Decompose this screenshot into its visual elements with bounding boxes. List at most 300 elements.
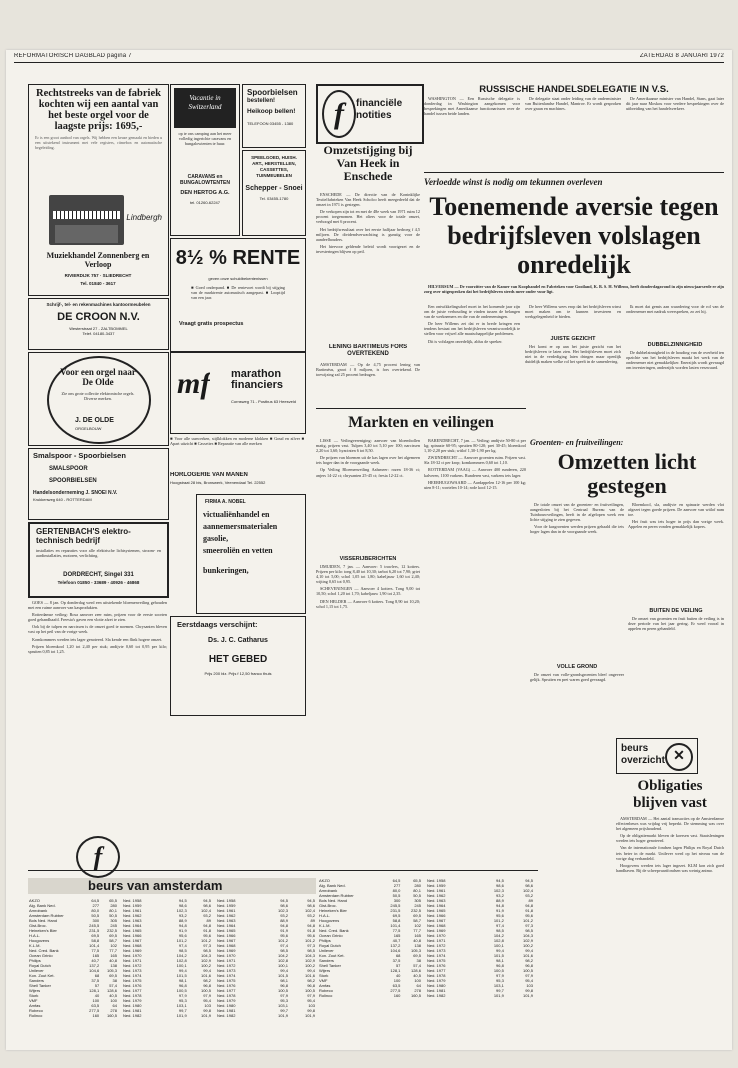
quote-name: Ned. 1969 <box>123 948 142 953</box>
quote-name: Ned. 1982 <box>427 993 446 998</box>
quote-name: Ned. 1964 <box>123 923 142 928</box>
quote-value: 98,5 <box>307 948 315 953</box>
quote-value: 103 <box>526 983 533 988</box>
quote-value: 57 <box>94 983 100 988</box>
quote-value: 104,2 <box>277 953 288 958</box>
groenten-col-2: Bloemkool, sla, andijvie en spinazie werden vlot afgezet tegen goede prijzen. De aanvoer van witlof nam toe. Het fruit was iets hoger in prijs dan vorige week. Appelen en peren vonden gemakkelijk kopers. <box>628 502 724 530</box>
main-headline: Toenemende aversie tegen bedrijfsleven volslagen onredelijk <box>429 192 719 279</box>
financiele-f-icon: f <box>322 90 356 138</box>
quote-name: Stork <box>29 993 39 998</box>
quote-name: Ocean Grinio <box>319 933 343 938</box>
ad-vacantie-body: op te ons camping aan het meer volledig ingerichte caravans en bungalowtenten te huur. <box>178 131 232 147</box>
main-col-2a: De heer Willems wees erop dat het bedrijfsleven winst moet maken om te kunnen investeren en werkgelegenheid te bieden. <box>525 304 621 320</box>
quote-value: 102,9 <box>522 938 533 943</box>
quote-value: 64,5 <box>91 898 100 903</box>
quote-name: Ned. 1966 <box>123 933 142 938</box>
beurs-f-icon: f <box>76 836 120 878</box>
quote-value: 98,6 <box>307 903 315 908</box>
markten-col-1: LISSE — Veilingvereniging: aanvoer van bloembollen matig, prijzen vast. Tulpen 3,40 tot 5,10 per 100; narcissen 2,20 tot 3,60; hyacinten 6 tot 8,50. De prijzen van bloemen uit de kas lagen over het algemeen iets hoger dan in de voorgaande week. Op Veiling Bloemenveiling Aalsmeer: rozen 18-36 ct; anjers 14-22 ct; chrysanten 25-45 ct; fresia 12-22 ct. <box>316 438 420 478</box>
ad-rente-rate: 8½ % RENTE <box>175 247 301 269</box>
quote-value: 102,3 <box>176 908 187 913</box>
quote-value: 91,8 <box>525 908 533 913</box>
quote-value: 95,3 <box>496 978 504 983</box>
ad-orgel-body: Er is een groot aanbod van orgels. Wij hebben een keuze gemaakt en bieden u een uitstekend instrument met vele registers, ritmebox en automatische begeleiding. <box>35 135 162 150</box>
quote-value: 98,2 <box>307 978 315 983</box>
ad-nobel-line-2: aannemersmaterialen <box>203 522 278 531</box>
quote-value: 100,1 <box>277 963 288 968</box>
quote-name: Ned. 1981 <box>217 1008 236 1013</box>
quote-value: 104,3 <box>200 953 211 958</box>
quote-value: 98,6 <box>203 903 211 908</box>
markten-col-1b: IJMUIDEN, 7 jan. — Aanvoer: 5 trawlers, 12 kotters. Prijzen per kilo: tong 8,40 tot 10,30; tarbot 6,20 tot 7,90; griet 4,10 tot 5,00; schol 1,05 tot 1,80; kabeljauw 1,60 tot 2,40; wijting 0,65 tot 0,95. SCHEVENINGEN — Aanvoer 4 kotters. Tong 9,00 tot 10,50; schol 1,20 tot 1,70; kabeljauw 1,90 tot 2,35. DEN HELDER — Aanvoer 6 kotters. Tong 8,90 tot 10,20; schol 1,15 tot 1,75. <box>316 564 420 609</box>
russische-headline: RUSSISCHE HANDELSDELEGATIE IN V.S. <box>479 84 669 95</box>
quote-value: 88,9 <box>496 898 504 903</box>
quote-value: 128,6 <box>106 988 117 993</box>
beurs-table-5 <box>426 878 534 1038</box>
ad-olde-brand: J. DE OLDE <box>75 417 114 424</box>
quote-name: Ned. 1973 <box>123 968 142 973</box>
quote-name: Ned. 1982 <box>123 1013 142 1018</box>
ad-smalspoor-title: Smalspoor - Spoorbielsen <box>33 451 126 460</box>
quote-value: 77,5 <box>392 928 401 933</box>
newspaper-page <box>6 50 732 1050</box>
ad-olde-headline: Voor een orgel naar De Olde <box>60 367 136 387</box>
quote-name: Stork <box>319 973 329 978</box>
quote-value: 102,4 <box>200 908 211 913</box>
quote-value: 98,1 <box>496 958 504 963</box>
quote-name: K.L.M. <box>29 943 41 948</box>
ad-horlogerie-address: Hoogstraat 28 bis, Bronswerk, Veenendaal Tel. 22552 <box>170 480 266 485</box>
quote-value: 94,8 <box>525 903 533 908</box>
quote-value: 128,1 <box>89 988 100 993</box>
ad-olde-sub: ORGELBOUW <box>75 426 102 431</box>
quote-value: 95,4 <box>203 998 211 1003</box>
quote-value: 278 <box>110 1008 117 1013</box>
quote-value: 137,2 <box>390 943 401 948</box>
quote-value: 232,5 <box>410 908 421 913</box>
quote-name: Ned. 1980 <box>427 983 446 988</box>
quote-name: Ned. 1978 <box>217 993 236 998</box>
quote-value: 96,8 <box>203 983 211 988</box>
quote-name: Ned. 1975 <box>217 978 236 983</box>
quote-value: 40 <box>94 993 100 998</box>
ad-vacantie-title: Vacantie in Switzerland <box>174 88 236 128</box>
quote-value: 100,5 <box>522 968 533 973</box>
page-header-right: ZATERDAG 8 JANUARI 1972 <box>639 53 724 59</box>
ad-orgel <box>28 84 169 296</box>
financiele-headline: Omzetstijging bij Van Heek in Enschede <box>323 144 413 183</box>
quote-value: 97,3 <box>307 943 315 948</box>
ad-nobel-firm: FIRMA A. NOBEL <box>205 499 246 505</box>
quote-name: Ned. 1962 <box>427 893 446 898</box>
ad-horlogerie-name: HORLOGERIE VAN MANEN <box>170 472 248 478</box>
quote-value: 101,9 <box>200 1013 211 1018</box>
ad-smalspoor <box>28 448 169 520</box>
quote-name: Ned. 1975 <box>427 958 446 963</box>
beurs-title: beurs van amsterdam <box>88 878 223 893</box>
quote-value: 99,7 <box>280 1008 288 1013</box>
quote-name: Ned. 1959 <box>427 883 446 888</box>
quote-name: Ned. 1969 <box>427 928 446 933</box>
quote-value: 63,5 <box>392 983 401 988</box>
quote-value: 280 <box>414 883 421 888</box>
header-rule <box>14 62 724 63</box>
ad-croon-phone: Telef. 04180-3437 <box>82 331 115 336</box>
quote-value: 40,7 <box>392 938 401 943</box>
quote-value: 64 <box>416 983 421 988</box>
quote-value: 102,3 <box>493 888 504 893</box>
beurs-table-2 <box>122 898 212 1038</box>
ad-orgel-address: RIVIERDIJK 757 · SLIEDRECHT <box>64 273 132 278</box>
beurs-title-band <box>28 878 316 894</box>
quote-name: Sanders <box>29 978 44 983</box>
quote-value: 277,5 <box>390 988 401 993</box>
quote-name: K.L.M. <box>319 923 331 928</box>
ad-smalspoor-item-1: SMALSPOOR <box>49 466 88 472</box>
ad-gertenbach-name: GERTENBACH'S elektro-technisch bedrijf <box>36 527 131 545</box>
quote-value: 98,5 <box>496 928 504 933</box>
quote-row <box>318 993 422 998</box>
quote-value: 98,5 <box>203 948 211 953</box>
quote-value: 58,8 <box>392 918 401 923</box>
quote-name: Amsterdam Rubber <box>319 893 354 898</box>
quote-value: 100,5 <box>277 988 288 993</box>
quote-name: Rolinco <box>319 993 333 998</box>
quote-name: Kon. Zout Ket. <box>29 973 55 978</box>
quote-name: Ned. 1958 <box>123 898 142 903</box>
quote-value: 95,6 <box>203 933 211 938</box>
ad-spoorbielsen-phone: TELEFOON 03455 - 1380 <box>247 121 294 126</box>
quote-name: Ned. 1971 <box>123 958 142 963</box>
quote-name: Ned. 1973 <box>427 948 446 953</box>
quote-value: 300 <box>393 898 401 903</box>
quote-value: 40,8 <box>413 938 421 943</box>
quote-value: 101,2 <box>176 938 187 943</box>
quote-value: 40 <box>395 973 401 978</box>
quote-name: Ned. 1974 <box>427 953 446 958</box>
beurs-table-5-grid <box>426 878 534 998</box>
ad-rente-body: ■ Goed onderpand. ■ De rentevoet wordt bij stijging van de marktrente automatisch aangepast. ■ Looptijd van een jaar. <box>191 285 285 301</box>
quote-row <box>122 1013 212 1018</box>
quote-value: 100 <box>414 978 421 983</box>
quote-value: 245,5 <box>89 923 100 928</box>
financiele-sub-article: AMSTERDAM — Op de 4,75 procent lening van Bartiméus, groot f 8 miljoen, is fors overtekend. De toewijzing zal 25 procent bedragen. <box>316 362 420 378</box>
quote-name: Unilever <box>29 968 44 973</box>
russische-rule <box>424 172 724 173</box>
ad-gertenbach-body: installaties en reparaties voor alle elektrische lichtsystemen, stroom- en aardinstallaties, motoren, verlichting. <box>36 548 161 559</box>
quote-value: 160,5 <box>410 993 421 998</box>
quote-value: 68 <box>395 953 401 958</box>
quote-name: Ned. 1967 <box>123 938 142 943</box>
quote-value: 101,6 <box>304 973 315 978</box>
quote-name: Ned. 1969 <box>217 948 236 953</box>
markten-headline: Markten en veilingen <box>348 414 494 431</box>
ad-speelgoed-phone: Tel. 03455-1780 <box>259 196 289 201</box>
beurs-overzicht-logo-text: beurs overzicht <box>621 743 665 766</box>
quote-name: Ned. 1978 <box>427 973 446 978</box>
quote-name: Philips <box>29 958 41 963</box>
quote-name: Ned. 1974 <box>123 973 142 978</box>
quote-value: 103,1 <box>277 1003 288 1008</box>
quote-value: 101,2 <box>200 938 211 943</box>
quote-value: 99,8 <box>203 1008 211 1013</box>
quote-name: Ned. 1979 <box>427 978 446 983</box>
quote-value: 101,5 <box>493 953 504 958</box>
quote-value: 103,1 <box>493 983 504 988</box>
quote-name: Ned. 1979 <box>217 998 236 1003</box>
quote-value: 57,4 <box>413 963 421 968</box>
quote-value: 305 <box>110 918 117 923</box>
beurs-table-3-grid <box>216 898 316 1018</box>
quote-value: 165 <box>110 953 117 958</box>
quote-value: 100,2 <box>304 963 315 968</box>
quote-name: Kon. Zout Ket. <box>319 953 345 958</box>
quote-value: 98,5 <box>280 948 288 953</box>
quote-value: 165 <box>414 933 421 938</box>
quote-row <box>426 993 534 998</box>
quote-value: 95,6 <box>525 913 533 918</box>
quote-value: 102,4 <box>304 908 315 913</box>
quote-value: 103 <box>308 1003 315 1008</box>
quote-name: Royal Dutch <box>319 943 341 948</box>
quote-value: 94,5 <box>496 878 504 883</box>
quote-name: Ned. 1963 <box>427 898 446 903</box>
quote-name: VMF <box>29 998 38 1003</box>
quote-value: 100,5 <box>493 968 504 973</box>
quote-value: 77,7 <box>413 928 421 933</box>
quote-value: 65,5 <box>413 878 421 883</box>
quote-name: Ned. 1974 <box>217 973 236 978</box>
quote-value: 94,5 <box>307 898 315 903</box>
quote-name: Ned. 1958 <box>427 878 446 883</box>
quote-value: 100,2 <box>200 963 211 968</box>
ad-smalspoor-item-2: SPOORBIELSEN <box>49 478 97 484</box>
ad-orgel-shop: Muziekhandel Zonnenberg en Verloop <box>46 251 150 269</box>
ad-speelgoed-lines: SPEELGOED, HUISH. ART., HERSTELLEN, CASSETTES, TUINMEUBELEN <box>251 155 297 178</box>
quote-value: 94,8 <box>280 923 288 928</box>
quote-value: 97,9 <box>203 993 211 998</box>
quote-value: 101,6 <box>522 953 533 958</box>
beurs-overzicht-headline: Obligaties blijven vast <box>633 778 707 811</box>
quote-value: 95,6 <box>280 933 288 938</box>
quote-value: 101,9 <box>277 1013 288 1018</box>
quote-value: 99,4 <box>203 968 211 973</box>
quote-value: 99,8 <box>307 1008 315 1013</box>
groenten-col-2b: De omzet van groenten en fruit buiten de veiling is in deze periode van het jaar gering. Er werd vooral in appelen en peren gehandeld. <box>628 616 724 632</box>
quote-value: 95,6 <box>496 913 504 918</box>
quote-value: 100 <box>393 978 401 983</box>
quote-name: Ned. 1975 <box>123 978 142 983</box>
quote-value: 104,3 <box>522 933 533 938</box>
quote-value: 98,2 <box>525 958 533 963</box>
ad-speelgoed-shop: Schepper - Snoei <box>245 185 303 192</box>
quote-name: Ned. 1972 <box>217 963 236 968</box>
quote-name: Alg. Bank Ned. <box>29 903 56 908</box>
main-intro: HILVERSUM — De voorzitter van de Kamer van Koophandel en Fabrieken voor Gooiland, K. B. S. H. Willems, heeft donderdagavond in zijn nieuwjaarsrede er zijn zorg over uitgesproken dat het bedrijfsleven steeds meer onder vuur ligt. <box>424 284 724 295</box>
quote-value: 69,5 <box>392 913 401 918</box>
quote-name: Ocean Grinio <box>29 953 53 958</box>
ad-eerstdaags-author: Ds. J. C. Catharus <box>208 637 268 644</box>
quote-name: Ned. 1962 <box>217 913 236 918</box>
quote-value: 277 <box>393 883 401 888</box>
quote-value: 89 <box>206 918 211 923</box>
quote-value: 69,5 <box>109 973 117 978</box>
quote-name: Ned. 1965 <box>123 928 142 933</box>
quote-value: 40,8 <box>109 958 117 963</box>
ad-rente-sub: geven onze schuldbekentenissen <box>208 276 268 281</box>
quote-value: 94,5 <box>178 898 187 903</box>
quote-name: Ned. 1980 <box>123 1003 142 1008</box>
quote-value: 100,1 <box>176 963 187 968</box>
quote-value: 97,4 <box>280 943 288 948</box>
quote-name: Ned. Cred. Bank <box>29 948 59 953</box>
ad-marathon-name: marathon financiers <box>231 369 283 391</box>
ad-croon-address: Westerstraat 27 - ZALTBOMMEL <box>69 326 128 331</box>
quote-name: Philips <box>319 938 331 943</box>
quote-name: Shell Tanker <box>29 983 51 988</box>
ad-croon-name: DE CROON N.V. <box>57 311 140 323</box>
quote-name: Amfas <box>319 983 331 988</box>
ad-vacantie-dealer: DEN HERTOG A.G. <box>180 190 230 196</box>
quote-value: 97,9 <box>178 993 187 998</box>
groenten-col-1: De totale omzet van de groenten- en fruitveilingen, aangesloten bij het Centraal Bureau van de Tuinbouwveilingen, heeft in de afgelopen week een lichte stijging te zien gegeven. Voor de kasgroenten werden prijzen gehaald die iets hoger lagen dan in de voorgaande week. <box>530 502 624 535</box>
ad-smalspoor-footer: Handelsonderneming J. SNOEI N.V. <box>33 490 118 496</box>
quote-value: 38 <box>416 958 421 963</box>
quote-name: Ned. 1981 <box>427 988 446 993</box>
quote-value: 280 <box>110 903 117 908</box>
ad-marathon-address: Cornsweg 71 - Postbus 63 Heesveld <box>231 399 296 404</box>
quote-value: 94,5 <box>203 898 211 903</box>
quote-value: 77,5 <box>91 948 100 953</box>
ad-eerstdaags <box>170 616 306 716</box>
quote-name: Gist-Broc. <box>319 903 337 908</box>
quote-name: H.A.L. <box>29 933 41 938</box>
quote-value: 91,9 <box>178 928 187 933</box>
quote-value: 165 <box>393 933 401 938</box>
quote-value: 128,1 <box>390 968 401 973</box>
quote-value: 88,9 <box>280 918 288 923</box>
quote-name: Ned. 1967 <box>217 938 236 943</box>
quote-value: 138 <box>414 943 421 948</box>
quote-name: Ned. 1971 <box>217 958 236 963</box>
quote-value: 102,8 <box>277 958 288 963</box>
quote-value: 95,4 <box>307 998 315 1003</box>
ad-vacantie-item: CARAVANS en BUNGALOWTENTEN <box>180 174 230 186</box>
quote-name: Ned. 1970 <box>217 953 236 958</box>
quote-value: 69,5 <box>413 913 421 918</box>
ad-horlogerie-list: ■ Voor alle uurwerken, stijlklokken en moderne klokken ■ Goud en zilver ■ Apart uitzicht ■ Cassettes ■ Reparatie van alle merken <box>170 436 304 447</box>
quote-value: 65,5 <box>109 898 117 903</box>
quote-name: Ned. 1970 <box>427 933 446 938</box>
quote-name: Alg. Bank Ned. <box>319 883 346 888</box>
quote-value: 97,3 <box>525 923 533 928</box>
ad-orgel-headline: Rechtstreeks van de fabriek kochten wij een aantal van het beste orgel voor de laagste prijs: 1695,- <box>36 88 161 132</box>
groenten-headline: Omzetten licht gestegen <box>557 450 697 498</box>
quote-value: 93,2 <box>307 913 315 918</box>
ad-olde <box>28 352 169 446</box>
quote-value: 105,3 <box>106 968 117 973</box>
ad-gertenbach-phone: Telefoon 01850 - 33689 - 40926 - 46868 <box>57 580 140 585</box>
quote-name: Ned. 1967 <box>427 918 446 923</box>
quote-value: 305 <box>414 898 421 903</box>
ad-smalspoor-address: Krukkenweg 640 - ROTTERDAM <box>33 497 92 502</box>
quote-value: 95,4 <box>525 978 533 983</box>
quote-name: Ned. 1966 <box>217 933 236 938</box>
quote-value: 245,5 <box>390 903 401 908</box>
quote-value: 101,2 <box>304 938 315 943</box>
quote-value: 300 <box>92 918 100 923</box>
quote-name: Ned. 1966 <box>427 913 446 918</box>
quote-name: Ned. 1982 <box>217 1013 236 1018</box>
quote-name: Ned. 1973 <box>217 968 236 973</box>
quote-value: 102,8 <box>493 938 504 943</box>
beurs-overzicht-article: AMSTERDAM — Het aantal transacties op de Amsterdamse effectenbeurs was vrijdag vrij beperkt. De stemming was over het algemeen prijshoudend. Op de obligatiemarkt bleven de koersen vast. Staatsleningen werden iets hoger genoteerd. Van de internationale fondsen lagen Philips en Royal Dutch iets beter in de markt. Unilever werd op het niveau van de vorige dag verhandeld. Hoogovens werden iets lager ingezet. KLM kon zich goed handhaven. Bij de scheepvaartfondsen was weinig animo. <box>616 816 724 873</box>
quote-value: 95,6 <box>178 933 187 938</box>
ad-eerstdaags-price: Prijs 200 blz. Prijs f 12,50 franco thuis <box>204 671 272 676</box>
quote-value: 97,9 <box>525 973 533 978</box>
quote-name: Ned. 1961 <box>123 908 142 913</box>
quote-value: 77,7 <box>109 948 117 953</box>
quote-value: 57,4 <box>109 983 117 988</box>
quote-name: Ned. 1980 <box>217 1003 236 1008</box>
ad-spoorbielsen-sub: bestellen! <box>247 98 276 104</box>
quote-value: 138 <box>110 963 117 968</box>
quote-value: 94,8 <box>307 923 315 928</box>
quote-value: 89 <box>528 898 533 903</box>
quote-name: AKZO <box>319 878 330 883</box>
quote-value: 99,7 <box>496 988 504 993</box>
ad-vacantie <box>170 84 240 236</box>
main-kicker: Verloedde winst is nodig om tekunnen overleven <box>424 177 603 187</box>
beurs-table-4-grid <box>318 878 422 998</box>
quote-value: 100,5 <box>176 988 187 993</box>
main-col-2b: Het komt er op aan het juiste gezicht van het bedrijfsleven te laten zien. Het bedrijfsleven moet zich niet in de verdediging laten dringen maar openlijk duidelijk maken welke rol het speelt in de samenleving. <box>525 344 621 365</box>
quote-value: 98,1 <box>280 978 288 983</box>
quote-value: 99,4 <box>525 948 533 953</box>
quote-value: 98,6 <box>496 883 504 888</box>
quote-value: 98,1 <box>178 978 187 983</box>
quote-row <box>28 1013 118 1018</box>
quote-name: Ned. 1977 <box>123 988 142 993</box>
beurs-table-4 <box>318 878 422 1038</box>
quote-value: 98,6 <box>525 883 533 888</box>
quote-name: Robeco <box>319 988 333 993</box>
quote-value: 160,5 <box>106 1013 117 1018</box>
quote-name: Ned. 1963 <box>217 918 236 923</box>
ad-nobel-line-4: smeeroliën en vetten <box>203 546 273 555</box>
ad-croon <box>28 298 169 350</box>
financiele-article: ENSCHEDE — De directie van de Koninklijke Textielfabrieken Van Heek Scholco heeft meegedeeld dat de omzet in 1971 is gestegen. De verkopen zijn tot en met de 48e week van 1971 ruim 12 procent toegenomen. Het oliers voor de totale omzet, verhoogd met 6 procent. Het bedrijfsresultaat over het eerste halfjaar bedroeg f 4,5 miljoen. De dividendverwachting is gunstig voor de aandeelhouders. Het hiervoor geldende beleid wordt voortgezet en de investeringen blijven op peil. <box>316 192 420 254</box>
ad-nobel-line-5: bunkeringen, <box>203 566 249 575</box>
quote-value: 101,9 <box>304 1013 315 1018</box>
quote-value: 63,5 <box>91 1003 100 1008</box>
quote-value: 93,2 <box>280 913 288 918</box>
quote-value: 96,8 <box>496 963 504 968</box>
quote-value: 69,5 <box>413 953 421 958</box>
quote-name: Ned. 1959 <box>217 903 236 908</box>
quote-value: 102,3 <box>277 908 288 913</box>
quote-value: 278 <box>414 988 421 993</box>
quote-value: 96,8 <box>280 983 288 988</box>
quote-value: 160 <box>393 993 401 998</box>
quote-name: Ned. 1965 <box>217 928 236 933</box>
quote-value: 160 <box>92 1013 100 1018</box>
quote-name: Ned. 1963 <box>123 918 142 923</box>
quote-name: Ned. 1964 <box>217 923 236 928</box>
quote-name: Ned. 1968 <box>123 943 142 948</box>
quote-value: 89 <box>310 918 315 923</box>
ad-eerstdaags-title: Eerstdaags verschijnt: <box>177 620 258 629</box>
